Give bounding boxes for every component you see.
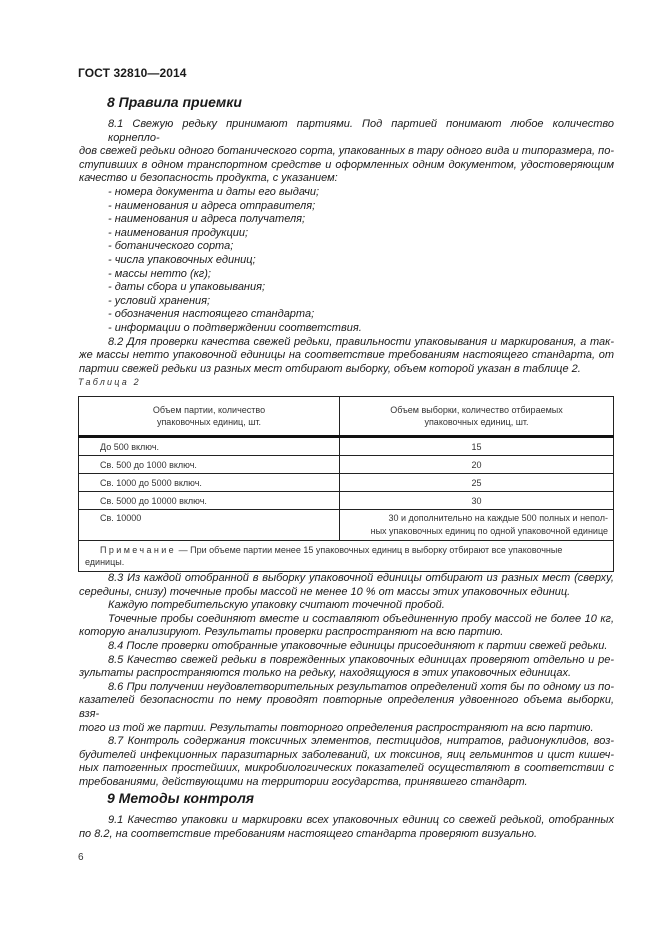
list-item: - обозначения настоящего стандарта; <box>108 308 315 321</box>
text-line: казателей безопасности по нему проводят повторные определения удвоенного объема выборки, взя- <box>79 694 614 720</box>
text-line: середины, снизу) точечные пробы массой не менее 10 % от массы этих упаковочных единиц. <box>79 585 571 598</box>
lot-cell: До 500 включ. <box>79 437 340 456</box>
list-item: - условий хранения; <box>108 294 211 307</box>
lot-cell: Св. 1000 до 5000 включ. <box>79 474 340 492</box>
note-text: — При объеме партии менее 15 упаковочных единиц в выборку отбирают все упаковочные <box>176 545 563 555</box>
text-line: Каждую потребительскую упаковку считают точечной пробой. <box>108 599 445 612</box>
text-line: требованиями, действующими на территории государства, принявшего стандарт. <box>79 775 528 788</box>
list-item: - даты сбора и упаковывания; <box>108 281 266 294</box>
list-item: - числа упаковочных единиц; <box>108 253 256 266</box>
table-row <box>79 456 614 474</box>
document-header: ГОСТ 32810—2014 <box>78 66 187 80</box>
sample-cell: 30 <box>340 492 614 510</box>
text-line: того из той же партии. Результаты повторного определения распространяют на всю партию. <box>79 721 594 734</box>
text-line: 8.1 Свежую редьку принимают партиями. Под партией понимают любое количество корнепло- <box>108 118 614 144</box>
table-row <box>79 492 614 510</box>
paragraph-8-1 <box>79 118 614 376</box>
text-line: 9.1 Качество упаковки и маркировки всех упаковочных единиц со свежей редькой, отобранных <box>108 814 614 826</box>
text-line: зультаты распространяются только на редьку, находящуюся в этих упаковочных единицах. <box>79 667 572 680</box>
text-line: 8.5 Качество свежей редьки в поврежденных упаковочных единицах проверяют отдельно и ре- <box>108 653 614 666</box>
list-item: - наименования продукции; <box>108 226 249 239</box>
section-8-title: 8 Правила приемки <box>107 94 242 110</box>
sample-size-table <box>78 396 614 572</box>
table-note <box>79 541 614 572</box>
table-row <box>79 474 614 492</box>
column-header-lot: Объем партии, количество упаковочных единиц, шт. <box>79 397 340 437</box>
text-line: ных патогенных простейших, микробиологических показателей осуществляют в соответствии с <box>79 762 614 775</box>
table-note-row <box>79 541 614 572</box>
list-item: - номера документа и даты его выдачи; <box>108 185 320 198</box>
list-item: - наименования и адреса получателя; <box>108 213 306 226</box>
table-row <box>79 437 614 456</box>
page-number: 6 <box>78 852 84 863</box>
table-row <box>79 510 614 541</box>
text-line: 8.2 Для проверки качества свежей редьки, правильности упаковывания и маркирования, а так- <box>108 335 614 348</box>
list-item: - информации о подтверждении соответствия. <box>108 321 362 334</box>
text-line: ступивших в одном транспортном средстве и оформленных одним документом, удостоверяющим <box>79 158 614 171</box>
sample-cell: 25 <box>340 474 614 492</box>
sample-cell: 15 <box>340 437 614 456</box>
text-line: по 8.2, на соответствие требованиям настоящего стандарта проверяют визуально. <box>79 827 538 840</box>
note-text-cont: единицы. <box>85 557 125 567</box>
list-item: - массы нетто (кг); <box>108 267 211 280</box>
text-line: 8.6 При получении неудовлетворительных результатов определений хотя бы по одному из по- <box>108 680 614 693</box>
sample-cell: 20 <box>340 456 614 474</box>
lot-cell: Св. 10000 <box>79 510 340 541</box>
text-line: качество и безопасность продукта, с указанием: <box>79 172 338 185</box>
table-header-row <box>79 397 614 437</box>
list-item: - наименования и адреса отправителя; <box>108 199 316 212</box>
list-item: - ботанического сорта; <box>108 240 234 253</box>
text-line: партии свежей редьки из разных мест отбирают выборку, объем которой указан в таблице 2. <box>79 362 581 375</box>
section-9-title: 9 Методы контроля <box>107 790 255 806</box>
text-line: 8.7 Контроль содержания токсичных элементов, пестицидов, нитратов, радионуклидов, воз- <box>108 735 614 748</box>
paragraph-9-1 <box>79 814 614 841</box>
table-caption: Таблица 2 <box>78 377 141 387</box>
text-line: 8.4 После проверки отобранные упаковочные единицы присоединяют к партии свежей редьки. <box>108 639 608 652</box>
note-label: Примечание <box>100 545 177 555</box>
paragraphs-8-3-to-8-7 <box>79 572 614 790</box>
lot-cell: Св. 5000 до 10000 включ. <box>79 492 340 510</box>
text-line: Точечные пробы соединяют вместе и составляют объединенную пробу массой не более 10 кг, <box>108 612 614 625</box>
text-line: будителей инфекционных паразитарных заболеваний, их токсинов, яиц гельминтов и цист кишеч- <box>79 748 614 761</box>
lot-cell: Св. 500 до 1000 включ. <box>79 456 340 474</box>
column-header-sample: Объем выборки, количество отбираемых упаковочных единиц, шт. <box>340 397 614 437</box>
text-line: 8.3 Из каждой отобранной в выборку упаковочной единицы отбирают из разных мест (сверху, <box>108 572 614 584</box>
text-line: же массы нетто упаковочной единицы на соответствие требованиям настоящего стандарта, от <box>79 349 614 362</box>
text-line: дов свежей редьки одного ботанического сорта, упакованных в тару одного вида и типоразмера, по- <box>79 145 614 158</box>
text-line: которую анализируют. Результаты проверки распространяют на всю партию. <box>79 626 504 639</box>
sample-cell: 30 и дополнительно на каждые 500 полных и непол- ных упаковочных единиц по одной упаковочной единице <box>340 510 614 541</box>
